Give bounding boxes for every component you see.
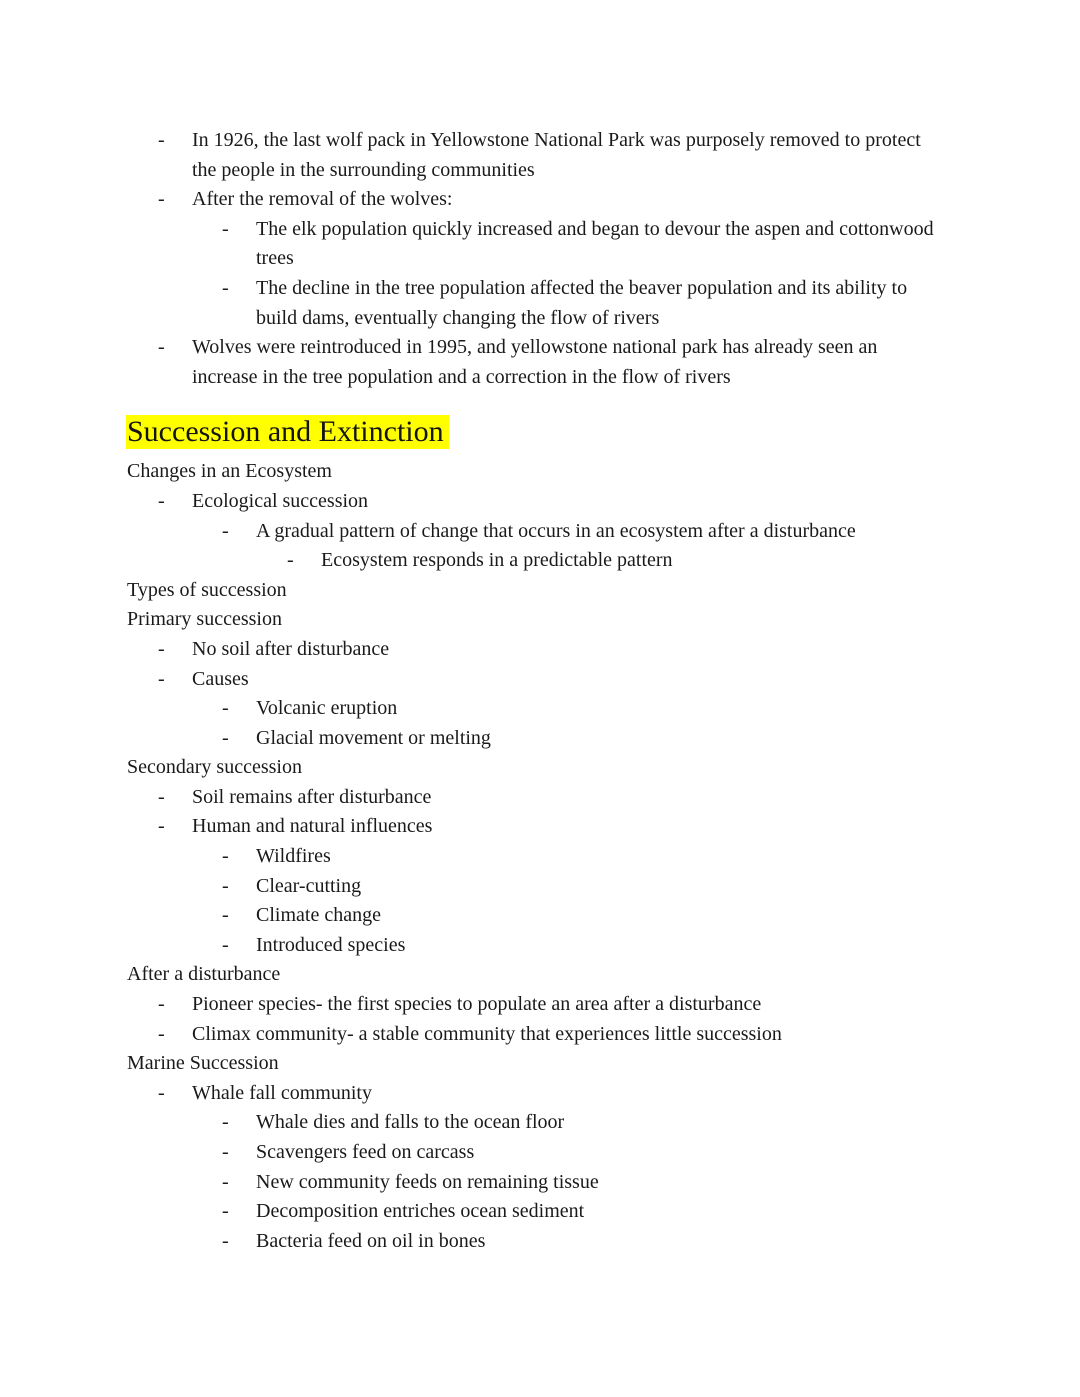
bullet-text: Human and natural influences [192,815,433,838]
bullet-dash-icon: - [222,726,229,749]
bullet-dash-icon: - [222,276,229,299]
bullet-item [127,724,946,754]
bullet-dash-icon: - [158,129,165,151]
bullet-text: Clear-cutting [256,874,362,897]
paragraph: Changes in an Ecosystem [127,460,332,483]
bullet-dash-icon: - [222,845,229,868]
bullet-text: Ecosystem responds in a predictable pattern [321,549,673,572]
bullet-text: Wildfires [256,845,331,868]
bullet-dash-icon: - [158,993,165,1016]
bullet-text: No soil after disturbance [192,637,390,660]
bullet-text: In 1926, the last wolf pack in Yellowstone National Park was purposely removed to protect the people in the surrounding communities [192,129,921,181]
bullet-item [127,812,946,842]
bullet-item [127,901,946,931]
bullet-dash-icon: - [158,489,165,512]
bullet-text: Pioneer species- the first species to populate an area after a disturbance [192,993,762,1016]
bullet-dash-icon: - [222,697,229,720]
bullet-item [127,842,946,872]
paragraph: Types of succession [127,578,287,601]
bullet-text: Causes [192,667,249,690]
paragraph: Primary succession [127,608,282,631]
bullet-item [127,185,946,215]
bullet-dash-icon: - [222,1141,229,1163]
bullet-item [127,1197,946,1227]
bullet-dash-icon: - [222,904,229,927]
bullet-dash-icon: - [158,815,165,838]
bullet-text: The elk population quickly increased and began to devour the aspen and cottonwood trees [256,217,934,270]
bullet-dash-icon: - [222,1200,229,1223]
bullet-item [127,333,946,392]
bullet-dash-icon: - [158,637,165,660]
bullet-item [127,1168,946,1198]
bullet-item [127,783,946,813]
bullet-item [127,215,946,274]
bullet-item [127,517,946,547]
bullet-dash-icon: - [158,1081,165,1104]
bullet-text: Scavengers feed on carcass [256,1141,475,1163]
bullet-text: Soil remains after disturbance [192,785,432,808]
bullet-dash-icon: - [222,1170,229,1193]
bullet-item [127,1138,946,1168]
bullet-dash-icon: - [222,933,229,956]
bullet-dash-icon: - [158,667,165,690]
bullet-text: New community feeds on remaining tissue [256,1170,599,1193]
bullet-text: Wolves were reintroduced in 1995, and yellowstone national park has already seen an increase in the tree population and a correction in the flow of rivers [192,336,878,388]
bullet-item [127,487,946,517]
bullet-dash-icon: - [222,1229,229,1252]
bullet-dash-icon: - [222,217,229,240]
bullet-dash-icon: - [287,549,294,572]
bullet-text: Whale dies and falls to the ocean floor [256,1111,565,1134]
bullet-item [127,872,946,902]
bullet-item [127,546,946,576]
bullet-text: Climax community- a stable community that experiences little succession [192,1022,782,1045]
paragraph: Secondary succession [127,756,302,779]
bullet-item [127,126,946,185]
section-heading-text: Succession and Extinction [126,415,449,449]
bullet-item [127,1227,946,1257]
bullet-item [127,931,946,961]
bullet-text: The decline in the tree population affected the beaver population and its ability to build dams, eventually changing the flow of rivers [256,276,908,329]
bullet-item [127,1020,946,1050]
section-heading [127,412,946,452]
bullet-text: Bacteria feed on oil in bones [256,1229,486,1252]
bullet-text: Decomposition entriches ocean sediment [256,1200,585,1223]
bullet-item [127,990,946,1020]
bullet-item [127,635,946,665]
bullet-text: After the removal of the wolves: [192,188,453,211]
bullet-text: Introduced species [256,933,406,956]
bullet-dash-icon: - [158,188,165,211]
bullet-text: Glacial movement or melting [256,726,491,749]
bullet-text: Whale fall community [192,1081,372,1104]
bullet-text: A gradual pattern of change that occurs in an ecosystem after a disturbance [256,519,856,542]
bullet-item [127,694,946,724]
bullet-item [127,665,946,695]
bullet-item [127,1079,946,1109]
bullet-dash-icon: - [222,874,229,897]
paragraph: After a disturbance [127,963,281,986]
bullet-text: Volcanic eruption [256,697,398,720]
document-body [127,126,946,1256]
paragraph: Marine Succession [127,1052,279,1075]
bullet-text: Climate change [256,904,381,927]
bullet-dash-icon: - [158,785,165,808]
bullet-item [127,274,946,333]
bullet-dash-icon: - [158,336,165,359]
bullet-item [127,1108,946,1138]
bullet-dash-icon: - [222,519,229,542]
bullet-text: Ecological succession [192,489,369,512]
bullet-dash-icon: - [222,1111,229,1134]
bullet-dash-icon: - [158,1022,165,1045]
